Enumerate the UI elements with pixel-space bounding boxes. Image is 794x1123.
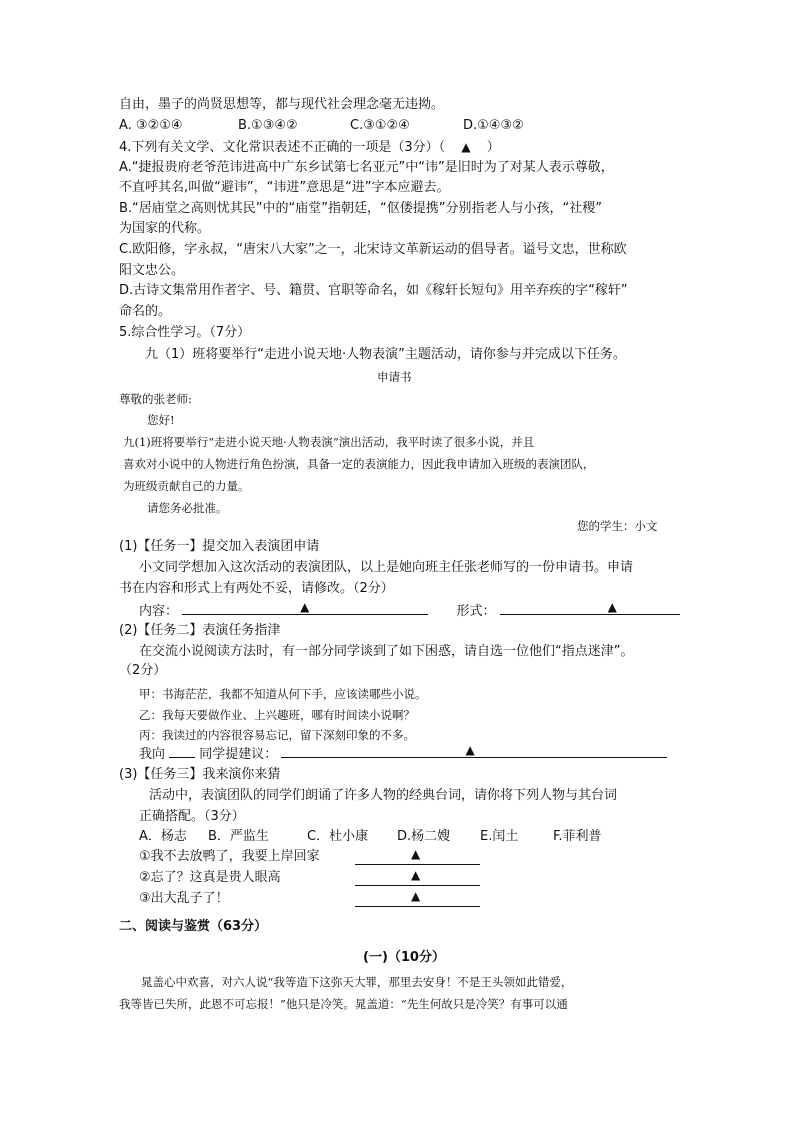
- q4-option-a-line2: 不直呼其名,叫做“避讳”，“讳进”意思是“进”字本应避去。: [119, 180, 450, 195]
- option-feilipu: F.菲利普: [553, 829, 602, 844]
- option-yanjiansheng: B．严监生: [208, 829, 269, 844]
- task1-text-line1: 小文同学想加入这次活动的表演团队，以上是她向班主任张老师写的一份申请书。申请: [139, 560, 634, 575]
- passage-line1: 晁盖心中欢喜，对六人说“我等造下这弥天大罪，那里去安身！不是王头领如此错爱，: [141, 975, 573, 989]
- task1-text-line2: 书在内容和形式上有两处不妥，请修改。（2分）: [119, 581, 394, 596]
- answer-marker-icon: ▲: [411, 847, 421, 861]
- task2-bing: 丙：我读过的内容很容易忘记，留下深刻印象的不多。: [139, 728, 415, 742]
- option-yangzhi: A．杨志: [139, 829, 187, 844]
- q3-option-d: D.①④③②: [463, 118, 524, 133]
- answer-marker-icon: ▲: [411, 868, 421, 882]
- task3-options: [139, 827, 602, 847]
- content-answer-blank[interactable]: [182, 600, 428, 615]
- letter-closing: 请您务必批准。: [147, 501, 228, 515]
- answer-marker-icon: ▲: [300, 600, 310, 614]
- content-label: 内容：: [139, 604, 179, 619]
- form-label: 形式：: [456, 604, 496, 619]
- quote-1-answer-blank[interactable]: [355, 847, 480, 865]
- q4-option-d-line2: 命名的。: [119, 304, 172, 319]
- answer-marker-icon: ▲: [461, 140, 471, 154]
- task2-title: (2)【任务二】表演任务指津: [119, 623, 281, 638]
- q3-options: [119, 116, 524, 136]
- task2-text-line1: 在交流小说阅读方法时，有一部分同学谈到了如下困惑，请自选一位他们“指点迷津”。: [139, 644, 634, 659]
- task2-yi: 乙：我每天要做作业、上兴趣班，哪有时间读小说啊？: [139, 708, 415, 722]
- task2-text-line2: （2分）: [119, 663, 167, 678]
- section2-title: 二、阅读与鉴赏（63分）: [119, 919, 268, 934]
- q4-option-b-line2: 为国家的代称。: [119, 221, 211, 236]
- suggestion-answer-blank[interactable]: [281, 743, 667, 758]
- q4-option-d-line1: D.古诗文集常用作者字、号、籍贯、官职等命名，如《稼轩长短句》用辛弃疾的字“稼轩”: [119, 283, 628, 298]
- letter-signature: 您的学生：小文: [577, 519, 658, 533]
- q4-option-c-line2: 阳文忠公。: [119, 263, 185, 278]
- q3-option-b: B.①③④②: [238, 118, 298, 133]
- task2-jia: 甲：书海茫茫，我都不知道从何下手，应该读哪些小说。: [139, 687, 427, 701]
- task2-answer-row: 我向 同学提建议： ▲: [139, 743, 667, 765]
- quote-1: ①我不去放鸭了，我要上岸回家: [139, 849, 320, 864]
- task3-title: (3)【任务三】我来演你来猜: [119, 767, 281, 782]
- option-yangersao: D.杨二嫂: [397, 829, 451, 844]
- q4-option-b-line1: B.“居庙堂之高则忧其民”中的“庙堂”指朝廷，“伛偻提携”分别指老人与小孩，“社稷”: [119, 201, 602, 216]
- passage-line2: 我等皆已失所，此恩不可忘报！”他只是冷笑。晁盖道：“先生何故只是冷笑？有事可以通: [119, 997, 568, 1011]
- q3-tail: 自由，墨子的尚贤思想等，都与现代社会理念毫无违拗。: [119, 97, 445, 112]
- task3-text-line1: 活动中，表演团队的同学们朗诵了许多人物的经典台词，请你将下列人物与其台词: [149, 788, 618, 803]
- q5-intro: 九（1）班将要举行“走进小说天地·人物表演”主题活动，请你参与并完成以下任务。: [145, 347, 626, 362]
- quote-2: ②忘了？这真是贵人眼高: [139, 870, 281, 885]
- quote-3-answer-blank[interactable]: [355, 889, 480, 907]
- quote-2-answer-blank[interactable]: [355, 868, 480, 886]
- letter-heading: 申请书: [377, 370, 412, 384]
- option-duxiaokang: C．杜小康: [307, 829, 369, 844]
- letter-body-line3: 为班级贡献自己的力量。: [123, 479, 250, 493]
- q5-title: 5.综合性学习。（7分）: [119, 325, 251, 340]
- quote-3: ③出大乱子了！: [139, 891, 229, 906]
- answer-marker-icon: ▲: [411, 889, 421, 903]
- letter-greeting: 尊敬的张老师:: [119, 392, 192, 406]
- q3-option-c: C.③①②④: [350, 118, 410, 133]
- q4-option-c-line1: C.欧阳修，字永叔，“唐宋八大家”之一，北宋诗文革新运动的倡导者。谥号文忠，世称欧: [119, 242, 627, 257]
- answer-marker-icon: ▲: [465, 743, 475, 757]
- answer-marker-icon: ▲: [607, 600, 617, 614]
- q4-stem: 4.下列有关文学、文化常识表述不正确的一项是（3分）（ ▲ ）: [119, 140, 500, 155]
- task1-title: (1)【任务一】提交加入表演团申请: [119, 539, 320, 554]
- letter-hello: 您好!: [147, 413, 175, 427]
- letter-body-line2: 喜欢对小说中的人物进行角色扮演，具备一定的表演能力，因此我申请加入班级的表演团队，: [123, 457, 595, 471]
- form-answer-blank[interactable]: [500, 600, 680, 615]
- section2-subtitle: (一)（10分）: [363, 950, 445, 965]
- letter-body-line1: 九(1)班将要举行“走进小说天地·人物表演”演出活动，我平时读了很多小说，并且: [123, 435, 535, 449]
- q3-option-a: A. ③②①④: [119, 118, 183, 133]
- task1-answer-row: [139, 600, 680, 622]
- student-choice-blank[interactable]: [169, 743, 195, 758]
- q4-option-a-line1: A.“捷报贵府老爷范讳进高中广东乡试第七名亚元”中“讳”是旧时为了对某人表示尊敬，: [119, 160, 614, 175]
- task3-text-line2: 正确搭配。（3分）: [139, 809, 245, 824]
- option-runtu: E.闰土: [480, 829, 519, 844]
